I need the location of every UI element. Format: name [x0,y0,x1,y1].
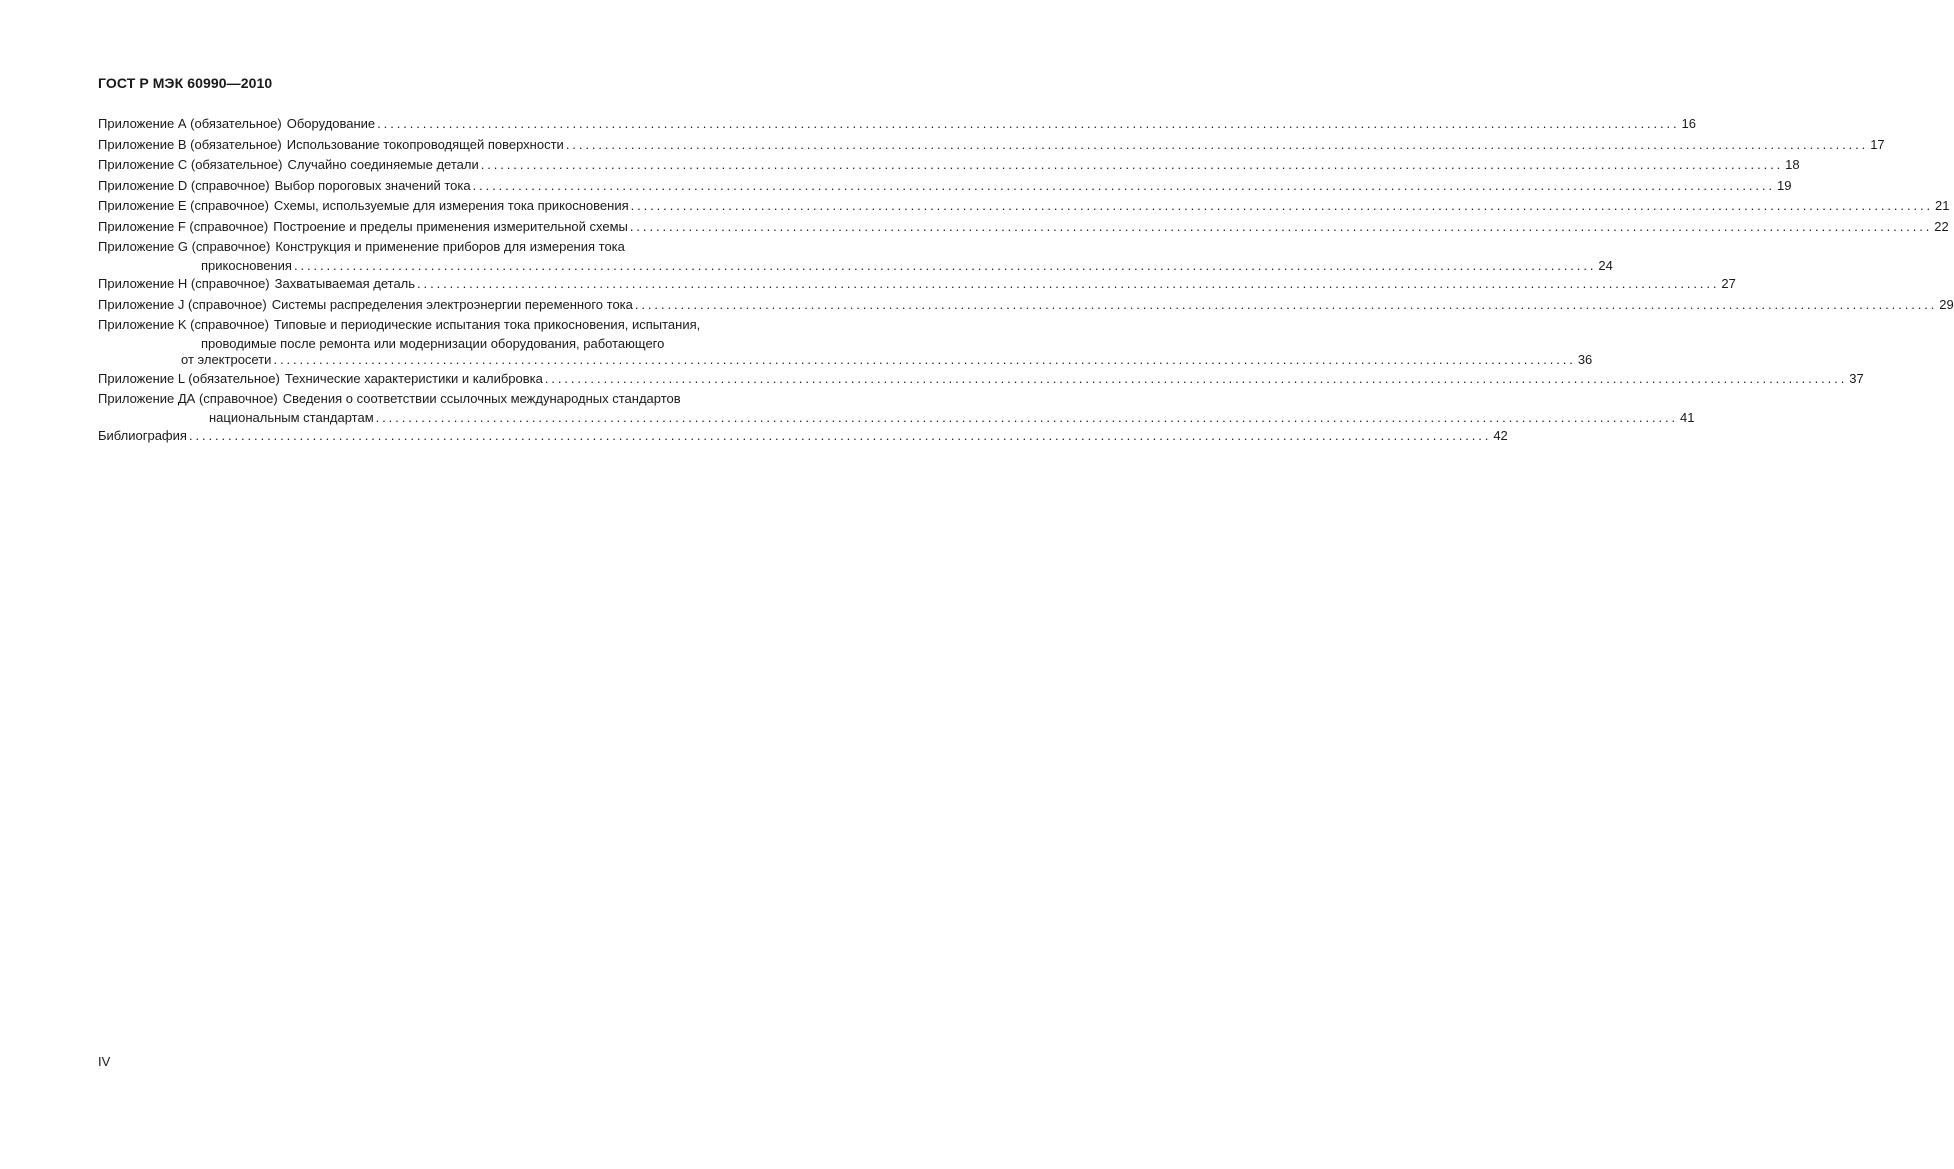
toc-entry-label: Приложение В (обязательное) [98,136,282,152]
toc-entry-title: Сведения о соответствии ссылочных международных стандартов [282,391,681,406]
leader-dots: ........................................................................................................................................................................................................ [480,157,1784,172]
page-number-footer: IV [98,1054,111,1069]
toc-entry-l[interactable] [98,369,1864,390]
toc-entry-label: Приложение Н (справочное) [98,276,270,291]
toc-page-number: 22 [1934,218,1949,234]
leader-dots: ........................................................................................................................................................................................................ [565,136,1869,152]
toc-entry-k-line3[interactable] [98,352,1593,369]
toc-entry-da-line2[interactable] [98,409,1695,427]
toc-entry-d[interactable] [98,176,1792,197]
toc-entry-label: Приложение G (справочное) [98,239,271,254]
leader-dots: ........................................................................................................................................................................................................ [544,370,1848,386]
leader-dots: ........................................................................................................................................................................................................ [630,198,1933,213]
toc-entry-b[interactable] [98,135,1885,156]
toc-page-number: 19 [1776,177,1792,193]
toc-entry-title: Конструкция и применение приборов для измерения тока [275,239,625,254]
toc-entry-title-continued: от электросети [181,352,272,367]
toc-entry-label: Приложение Е (справочное) [98,198,269,213]
toc-entry-title: Оборудование [286,116,376,131]
toc-entry-a[interactable] [98,114,1697,135]
toc-entry-label: Приложение J (справочное) [98,296,267,312]
toc-page-number: 18 [1785,157,1800,172]
toc-entry-bibliography[interactable] [98,426,1508,447]
toc-entry-title: Схемы, используемые для измерения тока прикосновения [273,198,629,213]
toc-entry-h[interactable] [98,274,1736,295]
toc-entry-title: Построение и пределы применения измерительной схемы [273,218,628,234]
toc-entry-title-continued: национальным стандартам [209,409,374,425]
toc-page-number: 42 [1493,428,1508,443]
toc-entry-k-line2[interactable] [98,336,766,353]
document-header: ГОСТ Р МЭК 60990—2010 [98,75,273,91]
toc-entry-title-continued: прикосновения [201,257,292,273]
toc-entry-label: Приложение А (обязательное) [98,116,282,131]
toc-page-number: 37 [1849,370,1864,386]
toc-page-number: 16 [1681,116,1697,131]
toc-entry-e[interactable] [98,196,1950,217]
toc-page-number: 24 [1598,257,1613,273]
leader-dots: ........................................................................................................................................................................................................ [375,409,1679,425]
toc-entry-c[interactable] [98,155,1800,176]
leader-dots: ........................................................................................................................................................................................................ [417,276,1720,291]
toc-entry-title: Системы распределения электроэнергии переменного тока [271,296,633,312]
toc-entry-label: Приложение F (справочное) [98,218,269,234]
toc-entry-label: Приложение С (обязательное) [98,157,283,172]
toc-entry-g-line2[interactable] [98,257,1613,275]
leader-dots: ........................................................................................................................................................................................................ [188,428,1492,443]
leader-dots: ........................................................................................................................................................................................................ [377,116,1680,131]
toc-page-number: 17 [1870,136,1885,152]
toc-entry-f[interactable] [98,217,1949,238]
toc-entry-title: Библиография [98,428,187,443]
toc-entry-da-line1[interactable] [98,389,766,410]
leader-dots: ........................................................................................................................................................................................................ [629,218,1933,234]
toc-entry-title: Захватываемая деталь [274,276,416,291]
leader-dots: ........................................................................................................................................................................................................ [472,177,1775,193]
toc-page-number: 36 [1577,352,1593,367]
leader-dots: ........................................................................................................................................................................................................ [293,257,1597,273]
toc-entry-title: Случайно соединяемые детали [287,157,479,172]
table-of-contents [98,114,1954,447]
toc-page-number: 21 [1935,198,1950,213]
leader-dots: ........................................................................................................................................................................................................ [634,296,1938,312]
toc-entry-k-line1[interactable] [98,315,766,336]
toc-entry-g-line1[interactable] [98,237,766,258]
leader-dots: ........................................................................................................................................................................................................ [273,352,1576,367]
toc-entry-label: Приложение ДА (справочное) [98,391,278,406]
toc-entry-title: Технические характеристики и калибровка [284,370,543,386]
toc-page-number: 29 [1939,296,1954,312]
toc-entry-title: Выбор пороговых значений тока [274,177,471,193]
toc-page-number: 41 [1680,409,1695,425]
toc-entry-label: Приложение K (справочное) [98,317,269,332]
toc-entry-title-continued: проводимые после ремонта или модернизации оборудования, работающего [201,335,665,351]
toc-entry-title: Использование токопроводящей поверхности [286,136,564,152]
toc-entry-label: Приложение L (обязательное) [98,370,280,386]
toc-entry-j[interactable] [98,295,1954,316]
toc-entry-label: Приложение D (справочное) [98,177,270,193]
toc-entry-title: Типовые и периодические испытания тока прикосновения, испытания, [273,317,701,332]
toc-page-number: 27 [1721,276,1736,291]
